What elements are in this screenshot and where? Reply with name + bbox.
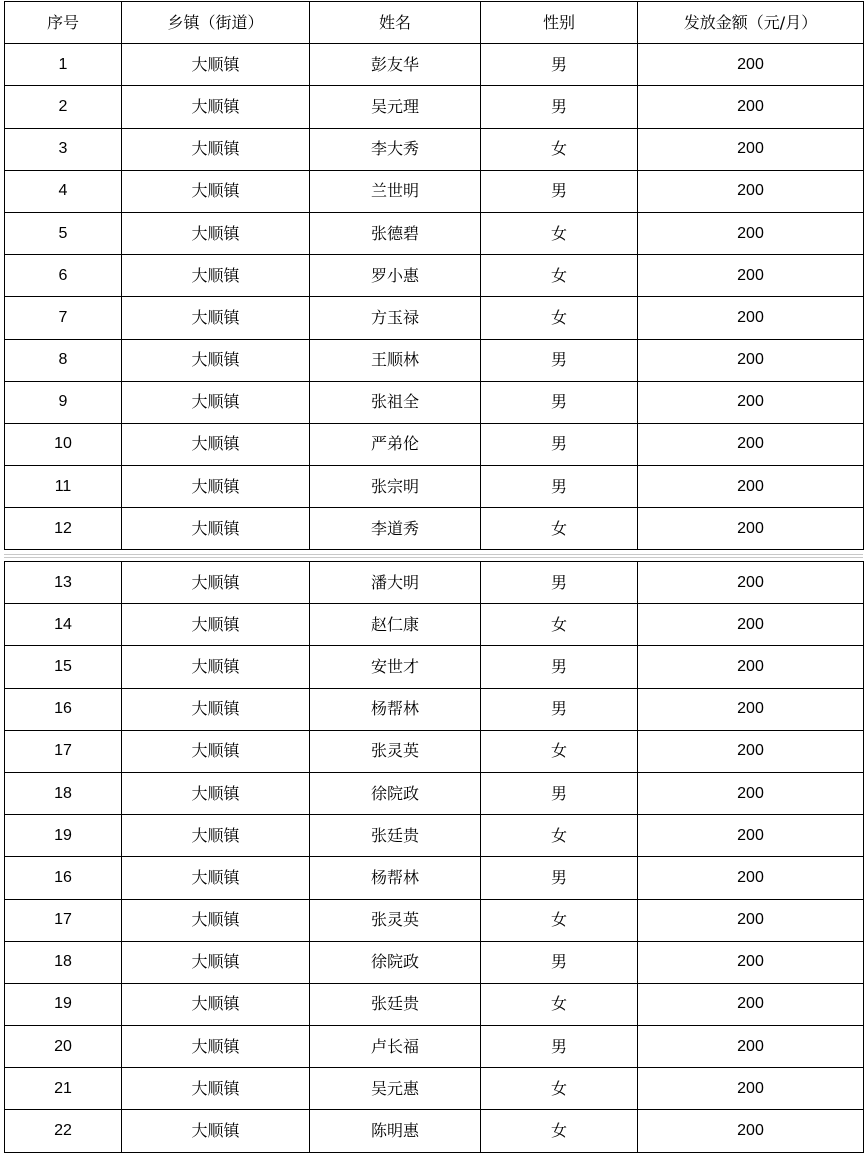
- cell-amount: 200: [638, 86, 864, 128]
- cell-name: 安世才: [310, 646, 481, 688]
- cell-seq: 1: [5, 44, 122, 86]
- cell-name: 吴元惠: [310, 1068, 481, 1110]
- cell-name: 彭友华: [310, 44, 481, 86]
- cell-amount: 200: [638, 646, 864, 688]
- table-row: [5, 688, 864, 730]
- cell-gender: 男: [481, 339, 638, 381]
- roster-table-top: [4, 1, 864, 550]
- table-row: [5, 466, 864, 508]
- cell-town: 大顺镇: [122, 297, 310, 339]
- cell-gender: 女: [481, 899, 638, 941]
- cell-amount: 200: [638, 297, 864, 339]
- table-row: [5, 604, 864, 646]
- table-row: [5, 1026, 864, 1068]
- cell-town: 大顺镇: [122, 1026, 310, 1068]
- cell-name: 杨帮林: [310, 857, 481, 899]
- cell-name: 罗小惠: [310, 255, 481, 297]
- header-seq: 序号: [5, 2, 122, 44]
- cell-town: 大顺镇: [122, 212, 310, 254]
- cell-gender: 男: [481, 857, 638, 899]
- roster-table-bottom: [4, 561, 864, 1153]
- cell-gender: 男: [481, 170, 638, 212]
- cell-gender: 男: [481, 44, 638, 86]
- cell-seq: 18: [5, 772, 122, 814]
- table-row: [5, 212, 864, 254]
- cell-town: 大顺镇: [122, 815, 310, 857]
- cell-seq: 15: [5, 646, 122, 688]
- cell-amount: 200: [638, 1110, 864, 1152]
- cell-amount: 200: [638, 423, 864, 465]
- cell-seq: 9: [5, 381, 122, 423]
- cell-name: 潘大明: [310, 562, 481, 604]
- cell-town: 大顺镇: [122, 604, 310, 646]
- cell-seq: 11: [5, 466, 122, 508]
- cell-amount: 200: [638, 255, 864, 297]
- cell-amount: 200: [638, 1026, 864, 1068]
- cell-amount: 200: [638, 730, 864, 772]
- page-break-divider: [0, 551, 866, 561]
- table-row: [5, 128, 864, 170]
- cell-seq: 16: [5, 857, 122, 899]
- cell-gender: 女: [481, 1110, 638, 1152]
- cell-town: 大顺镇: [122, 857, 310, 899]
- cell-amount: 200: [638, 212, 864, 254]
- table-row: [5, 941, 864, 983]
- cell-name: 张德碧: [310, 212, 481, 254]
- cell-town: 大顺镇: [122, 1068, 310, 1110]
- cell-name: 王顺林: [310, 339, 481, 381]
- cell-town: 大顺镇: [122, 772, 310, 814]
- cell-gender: 男: [481, 646, 638, 688]
- cell-amount: 200: [638, 983, 864, 1025]
- table-row: [5, 255, 864, 297]
- cell-gender: 男: [481, 86, 638, 128]
- cell-seq: 19: [5, 815, 122, 857]
- table-row: [5, 1068, 864, 1110]
- table-row: [5, 730, 864, 772]
- cell-seq: 22: [5, 1110, 122, 1152]
- cell-town: 大顺镇: [122, 508, 310, 550]
- cell-gender: 男: [481, 772, 638, 814]
- cell-name: 张廷贵: [310, 815, 481, 857]
- table-row: [5, 646, 864, 688]
- cell-name: 陈明惠: [310, 1110, 481, 1152]
- cell-gender: 女: [481, 212, 638, 254]
- cell-name: 吴元理: [310, 86, 481, 128]
- cell-name: 张灵英: [310, 899, 481, 941]
- cell-seq: 10: [5, 423, 122, 465]
- cell-amount: 200: [638, 339, 864, 381]
- cell-gender: 女: [481, 508, 638, 550]
- cell-seq: 19: [5, 983, 122, 1025]
- cell-town: 大顺镇: [122, 562, 310, 604]
- table-body-bottom: [5, 562, 864, 1153]
- header-gender: 性别: [481, 2, 638, 44]
- cell-amount: 200: [638, 688, 864, 730]
- header-name: 姓名: [310, 2, 481, 44]
- cell-name: 张灵英: [310, 730, 481, 772]
- cell-gender: 男: [481, 466, 638, 508]
- cell-town: 大顺镇: [122, 1110, 310, 1152]
- cell-gender: 男: [481, 1026, 638, 1068]
- page-break-line: [4, 554, 863, 555]
- cell-town: 大顺镇: [122, 899, 310, 941]
- table-row: [5, 1110, 864, 1152]
- cell-town: 大顺镇: [122, 128, 310, 170]
- cell-town: 大顺镇: [122, 86, 310, 128]
- table-row: [5, 423, 864, 465]
- cell-name: 方玉禄: [310, 297, 481, 339]
- cell-seq: 2: [5, 86, 122, 128]
- cell-name: 赵仁康: [310, 604, 481, 646]
- cell-gender: 男: [481, 423, 638, 465]
- table-row: [5, 772, 864, 814]
- cell-town: 大顺镇: [122, 688, 310, 730]
- cell-town: 大顺镇: [122, 44, 310, 86]
- cell-seq: 3: [5, 128, 122, 170]
- cell-town: 大顺镇: [122, 423, 310, 465]
- cell-seq: 7: [5, 297, 122, 339]
- cell-amount: 200: [638, 508, 864, 550]
- header-amount: 发放金额（元/月）: [638, 2, 864, 44]
- cell-name: 兰世明: [310, 170, 481, 212]
- cell-gender: 男: [481, 941, 638, 983]
- table-row: [5, 297, 864, 339]
- table-row: [5, 983, 864, 1025]
- cell-gender: 女: [481, 815, 638, 857]
- cell-gender: 女: [481, 128, 638, 170]
- table-row: [5, 44, 864, 86]
- cell-seq: 12: [5, 508, 122, 550]
- cell-seq: 5: [5, 212, 122, 254]
- table-row: [5, 170, 864, 212]
- cell-town: 大顺镇: [122, 255, 310, 297]
- table-row: [5, 381, 864, 423]
- cell-amount: 200: [638, 857, 864, 899]
- table-row: [5, 508, 864, 550]
- table-row: [5, 815, 864, 857]
- page-break-line: [4, 557, 863, 558]
- table-row: [5, 339, 864, 381]
- cell-seq: 20: [5, 1026, 122, 1068]
- cell-seq: 4: [5, 170, 122, 212]
- table-body-top: [5, 44, 864, 550]
- table-row: [5, 86, 864, 128]
- cell-seq: 8: [5, 339, 122, 381]
- cell-town: 大顺镇: [122, 983, 310, 1025]
- cell-gender: 女: [481, 983, 638, 1025]
- cell-gender: 男: [481, 688, 638, 730]
- cell-seq: 6: [5, 255, 122, 297]
- cell-gender: 女: [481, 255, 638, 297]
- cell-town: 大顺镇: [122, 646, 310, 688]
- cell-name: 张祖全: [310, 381, 481, 423]
- cell-gender: 男: [481, 562, 638, 604]
- table-row: [5, 562, 864, 604]
- cell-seq: 18: [5, 941, 122, 983]
- cell-name: 张廷贵: [310, 983, 481, 1025]
- cell-amount: 200: [638, 772, 864, 814]
- cell-gender: 女: [481, 604, 638, 646]
- cell-name: 徐院政: [310, 941, 481, 983]
- cell-seq: 17: [5, 899, 122, 941]
- cell-town: 大顺镇: [122, 730, 310, 772]
- cell-amount: 200: [638, 1068, 864, 1110]
- cell-town: 大顺镇: [122, 170, 310, 212]
- cell-amount: 200: [638, 604, 864, 646]
- cell-seq: 16: [5, 688, 122, 730]
- cell-name: 李大秀: [310, 128, 481, 170]
- cell-town: 大顺镇: [122, 466, 310, 508]
- cell-name: 李道秀: [310, 508, 481, 550]
- cell-name: 严弟伦: [310, 423, 481, 465]
- cell-seq: 17: [5, 730, 122, 772]
- cell-amount: 200: [638, 170, 864, 212]
- cell-gender: 男: [481, 381, 638, 423]
- cell-amount: 200: [638, 381, 864, 423]
- cell-name: 徐院政: [310, 772, 481, 814]
- cell-town: 大顺镇: [122, 941, 310, 983]
- cell-name: 杨帮林: [310, 688, 481, 730]
- cell-gender: 女: [481, 1068, 638, 1110]
- cell-gender: 女: [481, 730, 638, 772]
- cell-amount: 200: [638, 466, 864, 508]
- cell-town: 大顺镇: [122, 339, 310, 381]
- cell-amount: 200: [638, 941, 864, 983]
- table-row: [5, 857, 864, 899]
- table-row: [5, 899, 864, 941]
- cell-seq: 14: [5, 604, 122, 646]
- cell-amount: 200: [638, 815, 864, 857]
- cell-amount: 200: [638, 899, 864, 941]
- cell-amount: 200: [638, 562, 864, 604]
- cell-gender: 女: [481, 297, 638, 339]
- cell-name: 卢长福: [310, 1026, 481, 1068]
- cell-seq: 13: [5, 562, 122, 604]
- cell-name: 张宗明: [310, 466, 481, 508]
- cell-town: 大顺镇: [122, 381, 310, 423]
- header-row: [5, 2, 864, 44]
- cell-amount: 200: [638, 128, 864, 170]
- cell-amount: 200: [638, 44, 864, 86]
- header-town: 乡镇（街道）: [122, 2, 310, 44]
- cell-seq: 21: [5, 1068, 122, 1110]
